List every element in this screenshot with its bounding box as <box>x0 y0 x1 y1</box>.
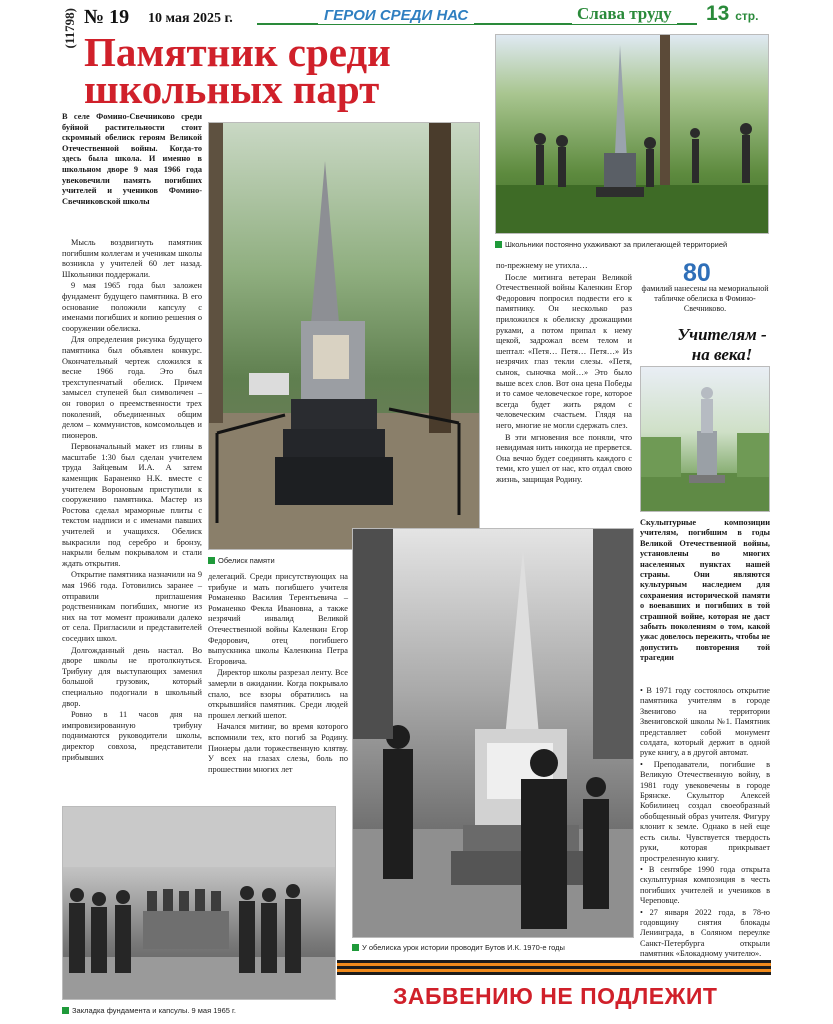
photo-obelisk <box>208 122 480 550</box>
paragraph: Директор школы разрезал ленту. Все замерли в ожидании. Когда покрывало спало, все взоры обратились на открывшийся памятник. Среди людей прошел легкий шепот. <box>208 668 348 720</box>
caption-foundation-photo <box>62 1006 336 1015</box>
article-title <box>84 29 489 112</box>
paragraph: делегаций. Среди присутствующих на трибуне и мать погибшего учителя Романенко Василия Терентьевича – Романенко Фекла Ивановна, а также незрячий инвалид Великой Отечественной войны Каленкин Егор Федорович, отец погибшего выпускника школы Каленкина Петра Егоровича. <box>208 572 348 666</box>
page-number <box>706 2 758 26</box>
issue-date: 10 мая 2025 г. <box>148 11 233 26</box>
st-george-ribbon <box>337 960 771 975</box>
issue-number: № 19 <box>84 6 130 28</box>
caption-history-photo-text: У обелиска урок истории проводит Бутов И.К. 1970-е годы <box>362 943 565 952</box>
highlight-number-text: фамилий нанесены на мемориальной табличке обелиска в Фомино-Свечниково. <box>641 284 769 313</box>
paragraph: по-прежнему не утихла… <box>496 261 588 270</box>
highlight-number: 80 <box>683 259 711 287</box>
photo-teacher-statue <box>640 366 770 512</box>
paragraph: После митинга ветеран Великой Отечественной войны Каленкин Егор Федорович попросил подвести его к памятнику. Он несколько раз приложился к обелиску дрожащими руками, а потом припал к нему щекой, задрожал всем телом и шептал: «Петя… Петя… Петя…» Из незрячих глаз текли слезы. «Петя, сынок, сыночка мой…» Это было выше всех слов. Вот она цена Победы и то самое человеческое горе, которое всегда будет жить рядом с человеческим счастьем. Глядя на него, многие не могли сдержать слез. <box>496 272 632 430</box>
paragraph: Открытие памятника назначили на 9 мая 1966 года. Готовились заранее – отправили приглашения родственникам погибших, многие из них на тот момент проживали далеко от села. Пригласили и представителей соседних школ. <box>62 570 202 643</box>
footer-title: ЗАБВЕНИЮ НЕ ПОДЛЕЖИТ <box>393 983 718 1009</box>
issue-total-number: (11798) <box>62 8 77 49</box>
page-number-suffix: стр. <box>735 9 759 23</box>
article-title-line1: Памятник среди <box>84 29 391 75</box>
paragraph: Долгожданный день настал. Во дворе школы не протолкнуться. Трибуну для выступающих заменил большой грузовик, который специально подогнали в школьный двор. <box>62 645 202 708</box>
paragraph: Начался митинг, во время которого вспомнили тех, кто погиб за Родину. Пионеры дали торжественную клятву. У всех на глазах слезы, боль по прошествии многих лет <box>208 722 348 774</box>
list-item: • В 1971 году состоялось открытие памятника учителям в городе Звенигово на территории Звениговской школы №1. Памятник представляет собой монумент солдата, который держит в одной руке книгу, а в другой автомат. <box>640 686 770 758</box>
caption-top-photo <box>495 240 769 249</box>
photo-history-lesson <box>352 528 634 938</box>
paragraph: Ровно в 11 часов дня на импровизированную трибуну поднимаются руководители школы, директор совхоза, представители прибывших <box>62 710 202 762</box>
article-column-3 <box>496 261 632 486</box>
caption-marker-icon <box>352 944 359 951</box>
caption-foundation-photo-text: Закладка фундамента и капсулы. 9 мая 1965 г. <box>72 1006 236 1015</box>
photo-foundation-laying <box>62 806 336 1000</box>
caption-top-photo-text: Школьники постоянно ухаживают за прилегающей территорией <box>505 240 728 249</box>
list-item: • Преподаватели, погибшие в Великую Отечественную войну, в 1981 году увековечены в городе Брянске. Скульптор Алексей Кобилинец создал своеобразный обобщенный образ учителя. Фигуру клонит к земле. Однако в ней еще есть силы. Чувствуется твердость руки, которая прикрывает простреленную книгу. <box>640 759 770 863</box>
caption-marker-icon <box>495 241 502 248</box>
paragraph: Для определения рисунка будущего памятника был объявлен конкурс. Окончательный чертеж сложился к весне 1966 года. Это был трехступенчатый обелиск. Причем замысел ступеней был символичен – он говорил о преемственности трех поколений, объединенных общим делом – коммунистов, комсомольцев и пионеров. <box>62 335 202 440</box>
caption-history-photo <box>352 943 634 952</box>
article-title-line2: школьных парт <box>84 66 380 112</box>
page-number-value: 13 <box>706 2 730 25</box>
paragraph: Мысль воздвигнуть памятник погибшим коллегам и ученикам школы возникла у учителей 60 лет назад. Школьники поддержали. <box>62 238 202 279</box>
paragraph: В эти мгновения все поняли, что невидимая нить никогда не прервется. Она вечно будет соединять каждого с теми, кто ушел от нас, кто отдал свою жизнь, защищая Родину. <box>496 432 632 484</box>
list-item: • 27 января 2022 года, в 78-ю годовщину снятия блокады Ленинграда, в Соляном переулке Санкт-Петербурга открыли памятник «Блокадному учителю». <box>640 907 770 959</box>
photo-children-cleaning <box>495 34 769 234</box>
article-column-1 <box>62 238 202 764</box>
article-lead: В селе Фомино-Свечниково среди буйной растительности стоит скромный обелиск героям Великой Отечественной войны. Когда-то здесь была школа. И именно в школьном дворе 9 мая 1966 года увековечили память погибших учителей и учеников Фомино-Свечниковской школы <box>62 112 202 206</box>
sidebar-heading <box>662 325 782 365</box>
paragraph: Первоначальный макет из глины в масштабе 1:30 был сделан учителем труда Зайцевым И.А. А затем каменщик Бараненко Н.К. вместе с учителем Вороновым приступили к сооружению памятника. Мастер из Ростова сделал мраморные плиты с текстом надписи и с именами павших учителей и учащихся. Обелиск выкрасили под серебро и бронзу, накрыли белым покрывалом и стали ждать открытия. <box>62 442 202 568</box>
rubric-label: ГЕРОИ СРЕДИ НАС <box>318 7 474 24</box>
paragraph: 9 мая 1965 года был заложен фундамент будущего памятника. В его основание положили капсулу с именами погибших и копию решения о сооружении обелиска. <box>62 281 202 333</box>
sidebar-list <box>640 686 770 961</box>
section-label: Слава труду <box>572 4 677 24</box>
list-item: • В сентябре 1990 года открыта скульптурная композиция в честь погибших учителей и учеников в Череповце. <box>640 864 770 906</box>
sidebar-heading-line1: Учителям - <box>677 325 767 344</box>
sidebar-heading-line2: на века! <box>691 345 753 364</box>
caption-marker-icon <box>208 557 215 564</box>
caption-marker-icon <box>62 1007 69 1014</box>
article-column-2 <box>208 572 348 776</box>
caption-obelisk-photo-text: Обелиск памяти <box>218 556 275 565</box>
sidebar-bold-text: Скульптурные композиции учителям, погибшим в годы Великой Отечественной войны, установлены во многих населенных пунктах нашей страны. Они являются культурным наследием для сохранения исторической памяти о воевавших и погибших в той страшной войне, которая не даст забыть поколениям о том, какой ужас довелось пережить, чтобы не допустить повторения той трагедии <box>640 518 770 663</box>
